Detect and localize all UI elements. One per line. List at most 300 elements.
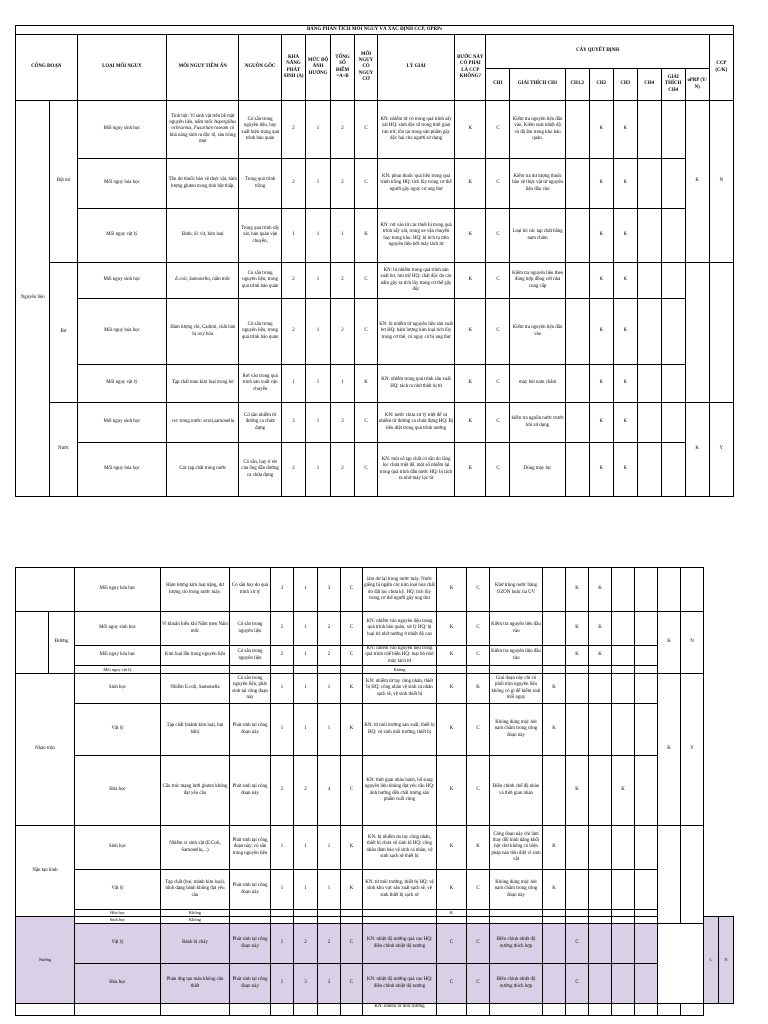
cell-ly-giai: KN: nhiễm trong quá trình sản xuất HQ: tách ra nhờ thiết bị từ [377, 365, 454, 403]
cell-ch1: K [467, 674, 490, 704]
header-ch4: CH4 [637, 69, 661, 101]
cell-nguy-co: K [341, 704, 363, 756]
table-title: BẢNG PHÂN TÍCH MỐI NGUY VÀ XÁC ĐỊNH CCP, OPRPs [16, 26, 734, 35]
cell-nguon [230, 917, 271, 924]
cell-sum [318, 666, 341, 674]
cell-ch12 [543, 666, 566, 674]
header-kha-nang: KHẢ NĂNG PHÁT SINH (A) [282, 35, 306, 101]
cell-sum: 1 [318, 674, 341, 704]
cell-sum: 3 [318, 964, 341, 1004]
cell-gt4 [635, 646, 658, 666]
cell-ly-giai: KN: nước chưa xử lý triệt để và nhiễm từ đường ca chứa đựng HQ: Bị tiêu diệt trong quá trình nướng [377, 403, 454, 443]
substage-cell: Bơ [50, 263, 77, 403]
cell-gt4 [661, 443, 685, 497]
cell-ccp-final [658, 826, 681, 924]
cell-gt4 [635, 870, 658, 910]
cell-oprp [681, 826, 704, 924]
cell-ch2 [566, 826, 589, 870]
cell-a: 2 [282, 299, 306, 365]
cell-tiem-an: Đinh, ốc vít, kim loại [167, 209, 239, 263]
cell-nguon: Phát sinh tại công đoạn này [230, 870, 271, 910]
cell-nguy-co: K [355, 365, 378, 403]
cell-nguon: Phát sinh tại công đoạn này [230, 964, 271, 1004]
header-oprp: oPRP (Y/ N) [685, 69, 709, 101]
cell-a [271, 1004, 294, 1016]
cell-gt1 [490, 1004, 543, 1016]
cell-ch12 [543, 756, 566, 826]
cell-ch4 [637, 159, 661, 209]
cell-ch3 [589, 964, 612, 1004]
cell-ch2: K [566, 756, 589, 826]
cell-nguon: Có sẵn trong nguyên liệu, trong quá trình bảo quản [239, 263, 282, 299]
cell-ch12 [565, 263, 589, 299]
cell-nguy-co: C [341, 964, 363, 1004]
hazard-table-1 [15, 25, 734, 497]
cell-loai: Mối nguy hóa học [75, 646, 161, 666]
cell-ch12 [565, 403, 589, 443]
cell-ly-giai [363, 917, 437, 924]
cell-sum: 2 [331, 443, 355, 497]
header-ly-giai: LÝ GIẢI [377, 35, 454, 101]
cell-nguy-co: K [355, 209, 378, 263]
cell-ly-giai: KN: nhiễm vào nguyên liệu trong quá trình bảo quản, xử lý HQ: bị loại bỏ nhờ nướng ở nhiệt độ cao [363, 612, 437, 646]
cell-ch2: C [566, 924, 589, 964]
cell-ch12: K [543, 870, 566, 910]
cell-a: 2 [282, 443, 306, 497]
cell-nguy-co: C [355, 443, 378, 497]
cell-ch1: C [486, 403, 510, 443]
cell-tiem-an: Hàm lượng chì, Cadimi, chất bảo bị oxy hóa [167, 299, 239, 365]
table-row [16, 674, 734, 704]
table-row [16, 568, 734, 612]
cell-ch1: C [486, 443, 510, 497]
cell-ch2 [566, 1004, 589, 1016]
cell-gt4 [661, 263, 685, 299]
cell-sum: 2 [331, 299, 355, 365]
cell-gt1: máy hút nam châm [510, 365, 565, 403]
cell-gt1: Kiểm tra nguyên liệu đầu vào [510, 299, 565, 365]
cell-sum [318, 917, 341, 924]
header-giai-thich-ch4: GIẢI THÍCH CH4 [661, 69, 685, 101]
cell-a: 1 [271, 924, 294, 964]
table-row [16, 917, 734, 924]
cell-loai: Mối nguy hóa học [77, 299, 167, 365]
cell-ch2: K [589, 299, 613, 365]
cell-loai: Mối nguy vật lý [77, 209, 167, 263]
cell-nguon: Rơi vào trong quá trình sản xuất vận chuyển [239, 365, 282, 403]
cell-gt4 [661, 365, 685, 403]
cell-ch1 [467, 917, 490, 924]
cell-ch2: K [566, 568, 589, 612]
cell-sum [318, 910, 341, 917]
cell-nguy-co: K [341, 870, 363, 910]
cell-oprp [681, 1004, 704, 1016]
cell-ccp-final: C [704, 917, 719, 1004]
cell-b [294, 917, 318, 924]
cell-ly-giai: làm dư lại trong nước máy. Nước giếng bị ngấm các kim loại hòa chất do đất lọc chưa kỹ. HQ: tích lũy trong cơ thể người gây ung thư [363, 568, 437, 612]
cell-ccp-step: C [437, 964, 467, 1004]
cell-tiem-an: vsv trong nước: ecoli,samonella [167, 403, 239, 443]
table-page-2 [15, 567, 734, 1016]
cell-ccp-step: K [437, 756, 467, 826]
cell-tiem-an [167, 101, 239, 159]
cell-tiem-an: Phản ứng tạo màu không cân thiết [161, 964, 230, 1004]
cell-ch4 [612, 666, 635, 674]
cell-ch2 [566, 704, 589, 756]
cell-nguon [230, 666, 271, 674]
table-row [16, 403, 734, 443]
cell-nguy-co: C [341, 646, 363, 666]
cell-a: 1 [271, 674, 294, 704]
cell-ch3: K [589, 568, 612, 612]
cell-ccp-step [437, 666, 467, 674]
cell-tiem-an [161, 666, 230, 674]
cell-loai: Mối nguy hóa học [77, 443, 167, 497]
table-row [16, 756, 734, 826]
cell-oprp: Y [681, 674, 704, 826]
cell-b [294, 1004, 318, 1016]
stage-cell [16, 1004, 75, 1016]
cell-loai: Vật lý [75, 924, 161, 964]
cell-nguy-co: C [341, 924, 363, 964]
cell-ccp-step: K [455, 443, 486, 497]
cell-ch1: C [467, 756, 490, 826]
cell-b: 1 [294, 646, 318, 666]
header-ch1-2: CH1.2 [565, 69, 589, 101]
cell-ccp-step: K [455, 403, 486, 443]
cell-loai: Sinh học [75, 826, 161, 870]
cell-ly-giai: KN: rơi vào từ các thiết bị trong quá trình sấy xát, trong xe vận chuyển hay trong kho. HQ: bị tích tụ trên nguyên liệu bởi máy tách từ [377, 209, 454, 263]
cell-b: 2 [294, 924, 318, 964]
cell-gt1 [490, 666, 543, 674]
cell-ch2: K [589, 209, 613, 263]
cell-b: 1 [294, 870, 318, 910]
cell-loai: Hóa học [75, 756, 161, 826]
cell-ch2 [566, 870, 589, 910]
cell-ch12 [543, 568, 566, 612]
cell-gt1: Công đoạn này chỉ làm thay đổi hình dáng khối bột chứ không có biện pháp nào tiêu diệt vi sinh vật [490, 826, 543, 870]
cell-ch4 [612, 917, 635, 924]
cell-ch12 [543, 964, 566, 1004]
cell-loai: Hóa học [75, 910, 161, 917]
cell-ch1: C [486, 209, 510, 263]
table-page-1 [15, 25, 734, 497]
cell-nguy-co: C [355, 159, 378, 209]
cell-ch12 [565, 101, 589, 159]
cell-sum: 3 [318, 568, 341, 612]
cell-ch1: C [467, 612, 490, 646]
cell-gt1: Kiểm tra dư lượng thuốc bảo vệ thực vật từ nguyên liệu đầu vào [510, 159, 565, 209]
cell-gt1: Khử trùng nước bằng OZON hoặc tia UV [490, 568, 543, 612]
cell-tiem-an: Tạp chất màu kim loại trong bơ [167, 365, 239, 403]
cell-ch1: C [486, 299, 510, 365]
substage-cell: Bột mì [50, 101, 77, 263]
cell-tiem-an: Hàm lượng kim loại nặng, dư lượng clo trong nước máy. [161, 568, 230, 612]
cell-gt4 [635, 826, 658, 870]
cell-ch2: K [589, 159, 613, 209]
cell-a: 2 [271, 756, 294, 826]
cell-ch2: K [566, 612, 589, 646]
stage-cell: Nướng [16, 917, 75, 1004]
cell-ch4 [637, 365, 661, 403]
cell-loai: Mối nguy sinh học [75, 612, 161, 646]
cell-ch3 [589, 910, 612, 917]
cell-ch2: C [566, 964, 589, 1004]
cell-tiem-an: Cấu trúc mạng lưới gluten không đạt yêu cầu [161, 756, 230, 826]
cell-b: 2 [294, 756, 318, 826]
substage-cell [16, 568, 75, 612]
cell-sum: 2 [318, 612, 341, 646]
cell-gt4 [635, 612, 658, 646]
cell-ch2: K [566, 646, 589, 666]
table-row [16, 704, 734, 756]
cell-ch12 [543, 646, 566, 666]
cell-gt4 [635, 1004, 658, 1016]
cell-ccp-step: K [455, 101, 486, 159]
cell-ch12 [565, 209, 589, 263]
cell-tiem-an [161, 1004, 230, 1016]
cell-b: 1 [306, 443, 331, 497]
cell-ch2 [566, 674, 589, 704]
cell-loai: Vật lý [75, 704, 161, 756]
cell-a: 1 [271, 964, 294, 1004]
cell-sum: 2 [331, 263, 355, 299]
cell-tiem-an: Tồn dư thuốc bảo vệ thực vật, hàm lượng gluten trong tinh bột thấp. [167, 159, 239, 209]
cell-ly-giai: KN: bị nhiễm do tay công nhân, thiết bị chưa vệ sinh kĩ HQ: công nhân đảm bảo vệ sinh cá nhân, vệ sinh sạch sẽ thiết bị [363, 826, 437, 870]
cell-ch2 [566, 910, 589, 917]
cell-ly-giai: KN: nhiệt độ nướng quá cao HQ: điều chỉnh nhiệt độ nướng [363, 964, 437, 1004]
table-row [16, 666, 734, 674]
cell-ch12 [543, 917, 566, 924]
cell-nguy-co: C [341, 612, 363, 646]
cell-loai: Hóa học [75, 964, 161, 1004]
cell-gt4 [635, 924, 658, 964]
cell-nguon: Có sẵn trong nguyên liệu [230, 612, 271, 646]
table-row [16, 263, 734, 299]
cell-sum: 2 [318, 646, 341, 666]
cell-gt1: Điều chỉnh nhiệt độ nướng thích hợp [490, 924, 543, 964]
header-ch2: CH2 [589, 69, 613, 101]
cell-ch12 [565, 443, 589, 497]
cell-gt1: Không dùng máy hút nam châm trong công đoạn này [490, 704, 543, 756]
cell-b: 1 [306, 159, 331, 209]
cell-ly-giai: KN: thời gian nhào bánh, bổ sung nguyên liệu không đạt yêu cầu HQ: ảnh hưởng đến chất lượng sản phẩm cuối cùng [363, 756, 437, 826]
cell-ly-giai: KN: nhiễm từ vỏ trong quá trình sấy xát HQ: sinh độc tố trong thời gian lưu trữ, tồn tại trong sản phẩm gây độc hại cho người sử dụng [377, 101, 454, 159]
cell-nguon [230, 1004, 271, 1016]
cell-loai: Mối nguy hóa học [77, 159, 167, 209]
cell-tiem-an: Tạp chất (bụi, mảnh kim loại), hình dạng bánh không đạt yêu cầu [161, 870, 230, 910]
cell-loai: Mối nguy hóa học [75, 568, 161, 612]
cell-a: 1 [282, 365, 306, 403]
header-buoc-ccp: BƯỚC NÀY CÓ PHẢI LÀ CCP KHÔNG? [455, 35, 486, 101]
cell-sum: 1 [318, 870, 341, 910]
cell-oprp [681, 568, 704, 612]
cell-ch12 [543, 910, 566, 917]
cell-ch1: C [467, 568, 490, 612]
cell-tiem-an-text-a: Tinh bột: Vi sinh vật trên bề mặt nguyên liệu, nấm mốc [169, 113, 235, 126]
cell-a: 2 [282, 159, 306, 209]
cell-ccp-step: C [437, 924, 467, 964]
header-nguon-goc: NGUỒN GỐC [239, 35, 282, 101]
cell-gt1: Dùng máy lọc [510, 443, 565, 497]
header-co-nguy-co: MỐI NGUY CÓ NGUY CƠ [355, 35, 378, 101]
cell-ch12: K [543, 704, 566, 756]
header-tong-diem: TỔNG SỐ ĐIỂM =A+B [331, 35, 355, 101]
cell-oprp: N [681, 612, 704, 674]
cell-ch2: K [589, 365, 613, 403]
cell-gt1: Kiểm tra nguyên liệu đầu vào [490, 646, 543, 666]
header-loai: LOẠI MỐI NGUY [77, 35, 167, 101]
cell-ch1: C [486, 159, 510, 209]
cell-sum: 1 [318, 826, 341, 870]
cell-ch12: K [543, 674, 566, 704]
cell-a: 1 [271, 704, 294, 756]
cell-ccp-step: K [437, 910, 467, 917]
cell-ccp-final [658, 568, 681, 612]
cell-ch3 [589, 756, 612, 826]
cell-nguy-co [341, 666, 363, 674]
cell-tiem-an: Nhiễm vi sinh vật (E.Coli, Samonella,...) [161, 826, 230, 870]
cell-b: 1 [306, 403, 331, 443]
cell-nguy-co: C [341, 568, 363, 612]
header-ch3: CH3 [613, 69, 637, 101]
cell-gt4 [635, 910, 658, 917]
cell-nguy-co [341, 910, 363, 917]
table-row [16, 646, 734, 666]
cell-ch1 [467, 666, 490, 674]
cell-ly-giai: KN: bị nhiễm trong quá trình sản xuất bơ, lưu trữ HQ: chất độc do các nấm gây ra tích lũy trong cơ thể gây độc [377, 263, 454, 299]
cell-ly-giai: KN: từ môi trường sản xuất, thiết bị HQ: vệ sinh môi trường, thiết bị [363, 704, 437, 756]
cell-a: 2 [271, 646, 294, 666]
cell-ccp-final: K [685, 101, 709, 263]
table-row [16, 365, 734, 403]
cell-b: 1 [294, 826, 318, 870]
header-ch1: CH1 [486, 69, 510, 101]
cell-ch4 [637, 101, 661, 159]
cell-ccp-step: K [455, 159, 486, 209]
cell-loai: Mối nguy sinh học [77, 403, 167, 443]
substage-cell: Đường [49, 612, 75, 674]
cell-loai: Mối nguy sinh học [77, 263, 167, 299]
cell-a: 1 [271, 826, 294, 870]
cell-sum: 1 [331, 365, 355, 403]
cell-ch12 [543, 1004, 566, 1016]
cell-nguon: Trong quá trình trồng [239, 159, 282, 209]
cell-ch4 [612, 964, 635, 1004]
cell-ch3: K [613, 263, 637, 299]
cell-ly-giai: KN: phun thuốc quá liều trong quá trình trồng HQ: tích lũy trong cơ thể người gây nguy cơ ung thư [377, 159, 454, 209]
cell-tiem-an: Nhiễm E.coli, Samonella [161, 674, 230, 704]
cell-gt1: Loại bỏ các tạp chất bằng nam châm [510, 209, 565, 263]
cell-ch1: C [486, 365, 510, 403]
cell-ch12 [543, 612, 566, 646]
cell-gt4 [661, 299, 685, 365]
cell-ch12 [565, 299, 589, 365]
cell-tiem-an: Các tạp chất trong nước [167, 443, 239, 497]
cell-loai: Mối nguy vật lý [77, 365, 167, 403]
cell-ch1: C [486, 263, 510, 299]
cell-ccp-step [437, 1004, 467, 1016]
cell-ch1: C [467, 870, 490, 910]
table-row [16, 443, 734, 497]
cell-b [294, 910, 318, 917]
cell-ccp-step: K [437, 704, 467, 756]
cell-gt1: Kiểm tra nguyên liệu theo đúng hợp đồng với nhà cung cấp [510, 263, 565, 299]
cell-ch4 [612, 568, 635, 612]
cell-ch12: K [543, 826, 566, 870]
cell-ccp-step: K [455, 209, 486, 263]
cell-ch4 [612, 646, 635, 666]
cell-ly-giai [363, 910, 437, 917]
cell-ch1: C [467, 924, 490, 964]
cell-ch2 [566, 917, 589, 924]
cell-ccp-step: K [455, 365, 486, 403]
header-tiem-an: MỐI NGUY TIỀM ẨN [167, 35, 239, 101]
cell-nguy-co: C [355, 101, 378, 159]
cell-ly-giai: Không [363, 666, 437, 674]
cell-ch1: C [467, 704, 490, 756]
cell-ch4 [612, 910, 635, 917]
cell-ch3 [589, 826, 612, 870]
cell-b: 1 [294, 674, 318, 704]
cell-ch12 [543, 924, 566, 964]
cell-nguy-co: C [355, 403, 378, 443]
cell-ch1: C [467, 964, 490, 1004]
cell-ch3: K [589, 612, 612, 646]
cell-gt4 [635, 964, 658, 1004]
cell-ch3 [589, 666, 612, 674]
cell-ly-giai: KN: nhiễm từ tay công nhân, thiết bị HQ: công nhân vệ sinh cá nhân sạch sẽ, vệ sinh thiết bị [363, 674, 437, 704]
cell-nguy-co: C [355, 299, 378, 365]
cell-nguon: Phát sinh tại công đoạn này [230, 756, 271, 826]
cell-ch3 [589, 924, 612, 964]
cell-b: 1 [294, 704, 318, 756]
cell-ccp-step: K [437, 674, 467, 704]
header-giai-thich-ch1: GIẢI THÍCH CH1 [510, 69, 565, 101]
cell-ccp-final: K [658, 674, 681, 826]
cell-a [271, 917, 294, 924]
cell-loai: Sinh học [75, 674, 161, 704]
cell-ch4 [612, 612, 635, 646]
cell-gt4 [635, 917, 658, 924]
cell-ch3 [589, 1004, 612, 1016]
cell-gt1: Điều chỉnh chế độ nhào và thời gian nhào [490, 756, 543, 826]
stage-cell: Nặn tạo hình [16, 826, 75, 917]
cell-tiem-an-text-b: có khả năng sinh ra độc tố, sâu trùng mọt [169, 126, 236, 144]
cell-b: 1 [306, 263, 331, 299]
cell-gt1: Không dùng máy hút nam châm trong công đoạn này [490, 870, 543, 910]
table-row [16, 159, 734, 209]
cell-ccp-step: K [437, 646, 467, 666]
cell-ccp-final: K [685, 403, 709, 497]
cell-nguon: Phát sinh tại công đoạn này; có sẵn trong nguyên liệu [230, 826, 271, 870]
cell-ch3: K [613, 403, 637, 443]
cell-loai: Mối nguy sinh học [77, 101, 167, 159]
cell-ccp-final [685, 263, 709, 403]
cell-nguon: Có sẵn trong nguyên liệu [230, 646, 271, 666]
table-row [16, 209, 734, 263]
cell-loai: Vật lý [75, 870, 161, 910]
cell-ch3: K [613, 209, 637, 263]
cell-nguon: Có sẵn, hay rỉ rét của ống dẫn đường ca chứa đựng [239, 443, 282, 497]
cell-ch3: K [613, 159, 637, 209]
hazard-table-2 [15, 567, 734, 1016]
cell-b: 1 [306, 299, 331, 365]
cell-ly-giai: KN: một số tạp chất có sẵn do lắng lọc chưa triệt để, một số nhiễm lại trong quá trình dẫn nước HQ: bị tách ra nhờ máy lọc từ [377, 443, 454, 497]
cell-ch3: K [613, 443, 637, 497]
cell-ch4 [612, 674, 635, 704]
cell-ch1 [467, 1004, 490, 1016]
